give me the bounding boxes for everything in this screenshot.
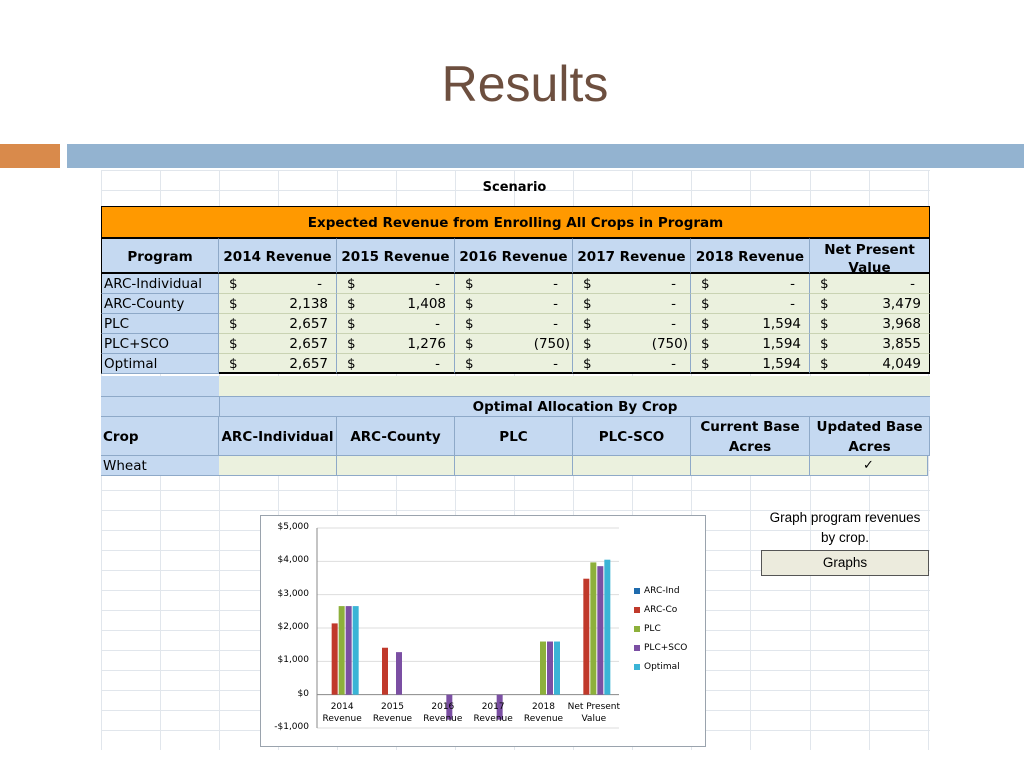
revenue-chart: [260, 515, 706, 747]
scenario-label: Scenario: [482, 180, 547, 195]
spacer-green: [219, 376, 930, 396]
currency-symbol: $: [701, 296, 710, 312]
x-category-label: 2015 Revenue: [372, 701, 413, 724]
chart-bar-optimal: [554, 642, 560, 695]
currency-symbol: $: [465, 356, 474, 372]
chart-bar-plc-sco: [547, 642, 553, 695]
revenue-value: 1,408: [407, 296, 446, 312]
legend-label: PLC: [644, 624, 661, 634]
chart-bar-plc: [339, 606, 345, 695]
revenue-cell: [573, 334, 691, 354]
legend-label: Optimal: [644, 662, 680, 672]
revenue-cell: [573, 274, 691, 294]
y-tick-label: $0: [297, 688, 309, 699]
currency-symbol: $: [820, 296, 829, 312]
revenue-value: 1,594: [762, 356, 801, 372]
currency-symbol: $: [465, 276, 474, 292]
revenue-col-header: Net Present Value: [810, 238, 930, 274]
revenue-col-header: Program: [101, 238, 219, 274]
allocation-cell[interactable]: [219, 456, 337, 476]
revenue-value: 2,138: [289, 296, 328, 312]
revenue-cell: [691, 334, 810, 354]
chart-bar-arc-co: [583, 579, 589, 695]
currency-symbol: $: [347, 296, 356, 312]
revenue-cell: [219, 334, 337, 354]
revenue-value: 1,594: [762, 336, 801, 352]
currency-symbol: $: [583, 356, 592, 372]
currency-symbol: $: [347, 276, 356, 292]
legend-swatch: [634, 607, 640, 613]
revenue-cell: [810, 274, 930, 294]
graph-description: Graph program revenues by crop.: [769, 510, 921, 545]
currency-symbol: $: [701, 356, 710, 372]
chart-bar-plc-sco: [597, 566, 603, 695]
revenue-cell: [691, 294, 810, 314]
revenue-row-program: PLC+SCO: [101, 334, 219, 354]
revenue-value: 4,049: [882, 356, 921, 372]
revenue-value: 3,968: [882, 316, 921, 332]
allocation-col-header: ARC-County: [337, 416, 455, 456]
currency-symbol: $: [229, 356, 238, 372]
legend-item: [634, 624, 661, 634]
legend-swatch: [634, 626, 640, 632]
currency-symbol: $: [820, 316, 829, 332]
revenue-value: 1,594: [762, 316, 801, 332]
revenue-value: -: [910, 276, 915, 292]
revenue-value: -: [317, 276, 322, 292]
revenue-cell: [455, 294, 573, 314]
currency-symbol: $: [229, 336, 238, 352]
currency-symbol: $: [820, 356, 829, 372]
revenue-cell: [337, 354, 455, 374]
currency-symbol: $: [820, 276, 829, 292]
revenue-value: -: [553, 356, 558, 372]
revenue-cell: [810, 334, 930, 354]
legend-label: PLC+SCO: [644, 643, 688, 653]
legend-swatch: [634, 645, 640, 651]
allocation-col-header: ARC-Individual: [219, 416, 337, 456]
chart-bar-arc-co: [332, 623, 338, 694]
revenue-cell: [810, 354, 930, 374]
currency-symbol: $: [583, 316, 592, 332]
revenue-cell: [573, 314, 691, 334]
revenue-value: 3,479: [882, 296, 921, 312]
chart-bar-plc: [540, 642, 546, 695]
revenue-cell: [337, 294, 455, 314]
revenue-row-program: ARC-County: [101, 294, 219, 314]
allocation-col-header: PLC-SCO: [573, 416, 691, 456]
revenue-value: (750): [533, 336, 570, 352]
revenue-value: -: [790, 276, 795, 292]
allocation-row-crop: Wheat: [101, 456, 219, 476]
x-category-label: 2014 Revenue: [322, 701, 362, 724]
legend-label: ARC-Ind: [644, 586, 680, 596]
currency-symbol: $: [229, 296, 238, 312]
revenue-cell: [455, 334, 573, 354]
revenue-cell: [337, 334, 455, 354]
chart-bar-plc: [590, 562, 596, 694]
allocation-cell[interactable]: [691, 456, 810, 476]
currency-symbol: $: [820, 336, 829, 352]
currency-symbol: $: [347, 316, 356, 332]
chart-bar-plc-sco: [396, 652, 402, 695]
revenue-row-program: PLC: [101, 314, 219, 334]
x-category-label: 2018 Revenue: [523, 701, 564, 724]
revenue-cell: [573, 294, 691, 314]
currency-symbol: $: [701, 316, 710, 332]
allocation-blank: [101, 396, 219, 416]
revenue-value: -: [435, 356, 440, 372]
revenue-cell: [810, 314, 930, 334]
revenue-cell: [219, 274, 337, 294]
revenue-cell: [219, 314, 337, 334]
revenue-row-program: Optimal: [101, 354, 219, 374]
revenue-value: -: [553, 296, 558, 312]
chart-bar-optimal: [604, 560, 610, 695]
slide-title: Results: [441, 56, 609, 112]
y-tick-label: $5,000: [277, 522, 309, 532]
y-tick-label: $3,000: [277, 588, 309, 599]
revenue-cell: [219, 294, 337, 314]
legend-item: [634, 662, 680, 672]
x-category-label: 2017 Revenue: [473, 701, 513, 724]
revenue-cell: [455, 354, 573, 374]
revenue-cell: [573, 354, 691, 374]
currency-symbol: $: [229, 276, 238, 292]
revenue-value: (750): [651, 336, 688, 352]
revenue-value: 2,657: [289, 356, 328, 372]
revenue-value: 2,657: [289, 336, 328, 352]
currency-symbol: $: [465, 296, 474, 312]
title-accent-bar: [0, 144, 60, 168]
allocation-cell[interactable]: [455, 456, 573, 476]
legend-item: [634, 605, 677, 615]
revenue-cell: [810, 294, 930, 314]
y-tick-label: $4,000: [277, 555, 309, 566]
currency-symbol: $: [347, 356, 356, 372]
revenue-cell: [219, 354, 337, 374]
allocation-col-header: PLC: [455, 416, 573, 456]
revenue-value: 2,657: [289, 316, 328, 332]
legend-item: [634, 643, 687, 653]
revenue-cell: [455, 314, 573, 334]
revenue-col-header: 2014 Revenue: [219, 238, 337, 274]
revenue-cell: [691, 354, 810, 374]
title-divider-bar: [67, 144, 1024, 168]
currency-symbol: $: [347, 336, 356, 352]
x-category-label: Net Present Value: [567, 701, 621, 724]
revenue-table-header: Expected Revenue from Enrolling All Crops in Program: [101, 206, 930, 238]
x-category-label: 2016 Revenue: [423, 701, 463, 724]
allocation-cell[interactable]: [337, 456, 455, 476]
currency-symbol: $: [701, 336, 710, 352]
currency-symbol: $: [583, 276, 592, 292]
spacer-blue: [101, 376, 219, 396]
currency-symbol: $: [583, 336, 592, 352]
legend-swatch: [634, 588, 640, 594]
revenue-row-program: ARC-Individual: [101, 274, 219, 294]
spreadsheet[interactable]: [101, 170, 930, 750]
currency-symbol: $: [229, 316, 238, 332]
allocation-cell[interactable]: [573, 456, 691, 476]
chart-bar-optimal: [353, 606, 359, 695]
currency-symbol: $: [465, 316, 474, 332]
allocation-table-header: Optimal Allocation By Crop: [219, 396, 930, 416]
revenue-value: -: [671, 296, 676, 312]
chart-bar-arc-co: [382, 648, 388, 695]
revenue-value: -: [435, 276, 440, 292]
revenue-value: 3,855: [882, 336, 921, 352]
revenue-col-header: 2017 Revenue: [573, 238, 691, 274]
revenue-cell: [337, 314, 455, 334]
chart-bar-plc-sco: [346, 606, 352, 695]
legend-label: ARC-Co: [644, 605, 678, 615]
revenue-value: -: [671, 276, 676, 292]
allocation-col-header: Updated Base Acres: [810, 416, 930, 456]
revenue-cell: [337, 274, 455, 294]
revenue-value: -: [671, 356, 676, 372]
y-tick-label: $1,000: [277, 655, 309, 666]
revenue-col-header: 2016 Revenue: [455, 238, 573, 274]
revenue-value: -: [790, 296, 795, 312]
revenue-value: -: [553, 276, 558, 292]
revenue-cell: [455, 274, 573, 294]
allocation-col-header: Current Base Acres: [691, 416, 810, 456]
allocation-col-header: Crop: [101, 416, 219, 456]
revenue-value: -: [671, 316, 676, 332]
legend-swatch: [634, 664, 640, 670]
revenue-col-header: 2018 Revenue: [691, 238, 810, 274]
updated-base-checkbox[interactable]: ✓: [810, 456, 928, 476]
graphs-button[interactable]: Graphs: [761, 550, 929, 576]
revenue-col-header: 2015 Revenue: [337, 238, 455, 274]
revenue-cell: [691, 314, 810, 334]
currency-symbol: $: [583, 296, 592, 312]
revenue-value: 1,276: [407, 336, 446, 352]
revenue-cell: [691, 274, 810, 294]
revenue-value: -: [435, 316, 440, 332]
legend-item: [634, 586, 680, 596]
y-tick-label: $2,000: [277, 622, 309, 632]
currency-symbol: $: [701, 276, 710, 292]
y-tick-label: -$1,000: [274, 722, 309, 732]
currency-symbol: $: [465, 336, 474, 352]
revenue-value: -: [553, 316, 558, 332]
